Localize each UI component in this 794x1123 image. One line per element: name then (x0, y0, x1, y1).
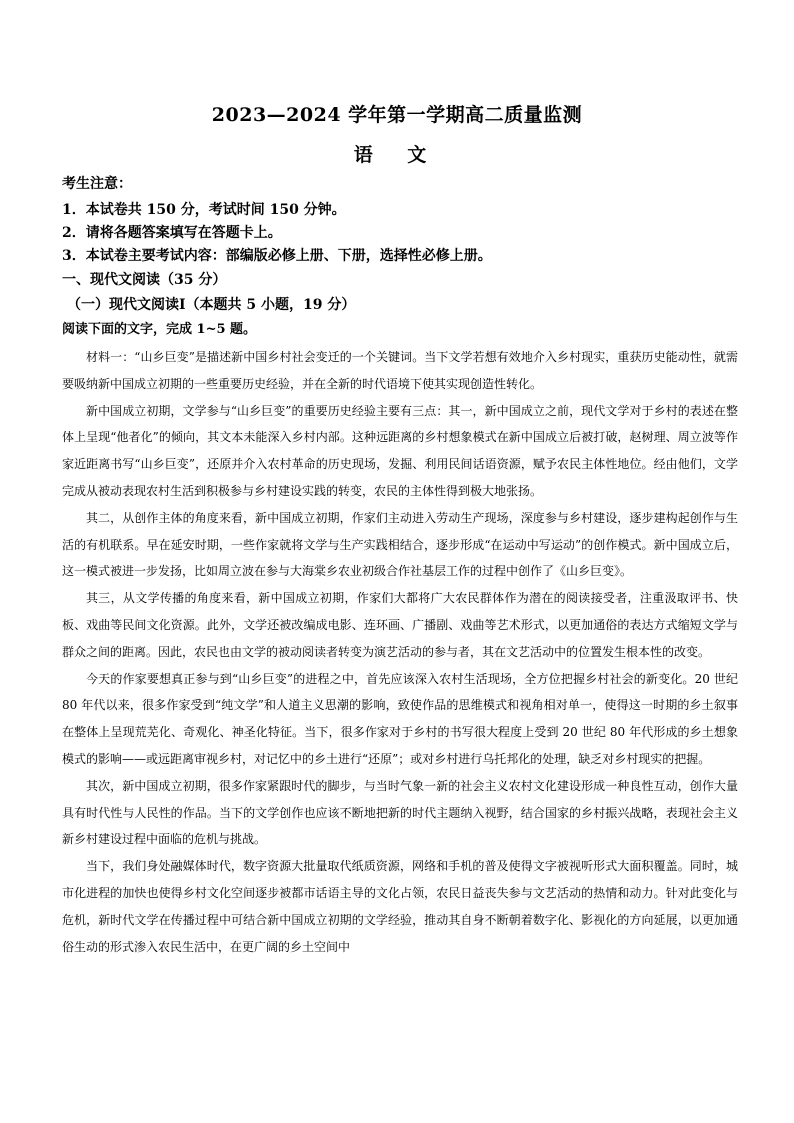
passage-paragraph-6: 其次，新中国成立初期，很多作家紧跟时代的脚步，与当时气象一新的社会主义农村文化建设形成一种良性互动，创作大量具有时代性与人民性的作品。当下的文学创作也应该不断地把新的时代主题纳入视野，结合国家的乡村振兴战略，表现社会主义新乡村建设过程中面临的危机与挑战。 (62, 778, 738, 847)
section-subheading: （一）现代文阅读Ⅰ（本题共 5 小题，19 分） (67, 297, 356, 313)
passage-paragraph-5: 今天的作家要想真正参与到“山乡巨变”的进程之中，首先应该深入农村生活现场，全方位把握乡村社会的新变化。20 世纪 80 年代以来，很多作家受到“纯文学”和人道主义思潮的影响，致使作品的思维模式和视角相对单一，使得这一时期的乡土叙事在整体上呈现荒芜化、奇观化、神圣化特征。当下，很多作家对于乡村的书写很大程度上受到 20 世纪 80 年代形成的乡土想象模式的影响——或远距离审视乡村，对记忆中的乡土进行“还原”；或对乡村进行乌托邦化的处理，缺乏对乡村现实的把握。 (62, 671, 738, 766)
passage-paragraph-2: 新中国成立初期，文学参与“山乡巨变”的重要历史经验主要有三点：其一，新中国成立之前，现代文学对于乡村的表述在整体上呈现“他者化”的倾向，其文本未能深入乡村内部。这种远距离的乡村想象模式在新中国成立后被打破，赵树理、周立波等作家近距离书写“山乡巨变”，还原并介入农村革命的历史现场，发掘、利用民间话语资源，赋予农民主体性地位。经由他们，文学完成从被动表现农村生活到积极参与乡村建设实践的转变，农民的主体性得到极大地张扬。 (62, 403, 738, 498)
section-heading: 一、现代文阅读（35 分） (62, 272, 227, 288)
notice-item-3: 3．本试卷主要考试内容：部编版必修上册、下册，选择性必修上册。 (62, 248, 492, 264)
passage-paragraph-4: 其三，从文学传播的角度来看，新中国成立初期，作家们大都将广大农民群体作为潜在的阅读接受者，注重汲取评书、快板、戏曲等民间文化资源。此外，文学还被改编成电影、连环画、广播剧、戏曲等艺术形式，以更加通俗的表达方式缩短文学与群众之间的距离。因此，农民也由文学的被动阅读者转变为演艺活动的参与者，其在文艺活动中的位置发生根本性的改变。 (62, 591, 738, 659)
exam-title: 2023—2024 学年第一学期高二质量监测 (211, 104, 583, 126)
passage-paragraph-1: 材料一：“山乡巨变”是描述新中国乡村社会变迁的一个关键词。当下文学若想有效地介入乡村现实，重获历史能动性，就需要吸纳新中国成立初期的一些重要历史经验，并在全新的时代语境下使其实现创造性转化。 (62, 350, 738, 391)
reading-instruction: 阅读下面的文字，完成 1~5 题。 (62, 322, 257, 337)
passage-paragraph-3: 其二，从创作主体的角度来看，新中国成立初期，作家们主动进入劳动生产现场，深度参与乡村建设，逐步建构起创作与生活的有机联系。早在延安时期，一些作家就将文学与生产实践相结合，逐步形成“在运动中写运动”的创作模式。新中国成立后，这一模式被进一步发扬，比如周立波在参与大海棠乡农业初级合作社基层工作的过程中创作了《山乡巨变》。 (62, 510, 738, 579)
notice-heading: 考生注意： (62, 176, 132, 192)
passage-paragraph-7: 当下，我们身处融媒体时代，数字资源大批量取代纸质资源，网络和手机的普及使得文字被视听形式大面积覆盖。同时，城市化进程的加快也使得乡村文化空间逐步被都市话语主导的文化占领，农民日益丧失参与文艺活动的热情和动力。针对此变化与危机，新时代文学在传播过程中可结合新中国成立初期的文学经验，推动其自身不断朝着数字化、影视化的方向延展，以更加通俗生动的形式渗入农民生活中，在更广阔的乡土空间中 (62, 859, 738, 954)
subject-title: 语 文 (353, 144, 441, 166)
notice-item-2: 2．请将各题答案填写在答题卡上。 (62, 225, 282, 241)
reading-passage (62, 344, 738, 960)
notice-item-1: 1．本试卷共 150 分，考试时间 150 分钟。 (62, 202, 346, 218)
